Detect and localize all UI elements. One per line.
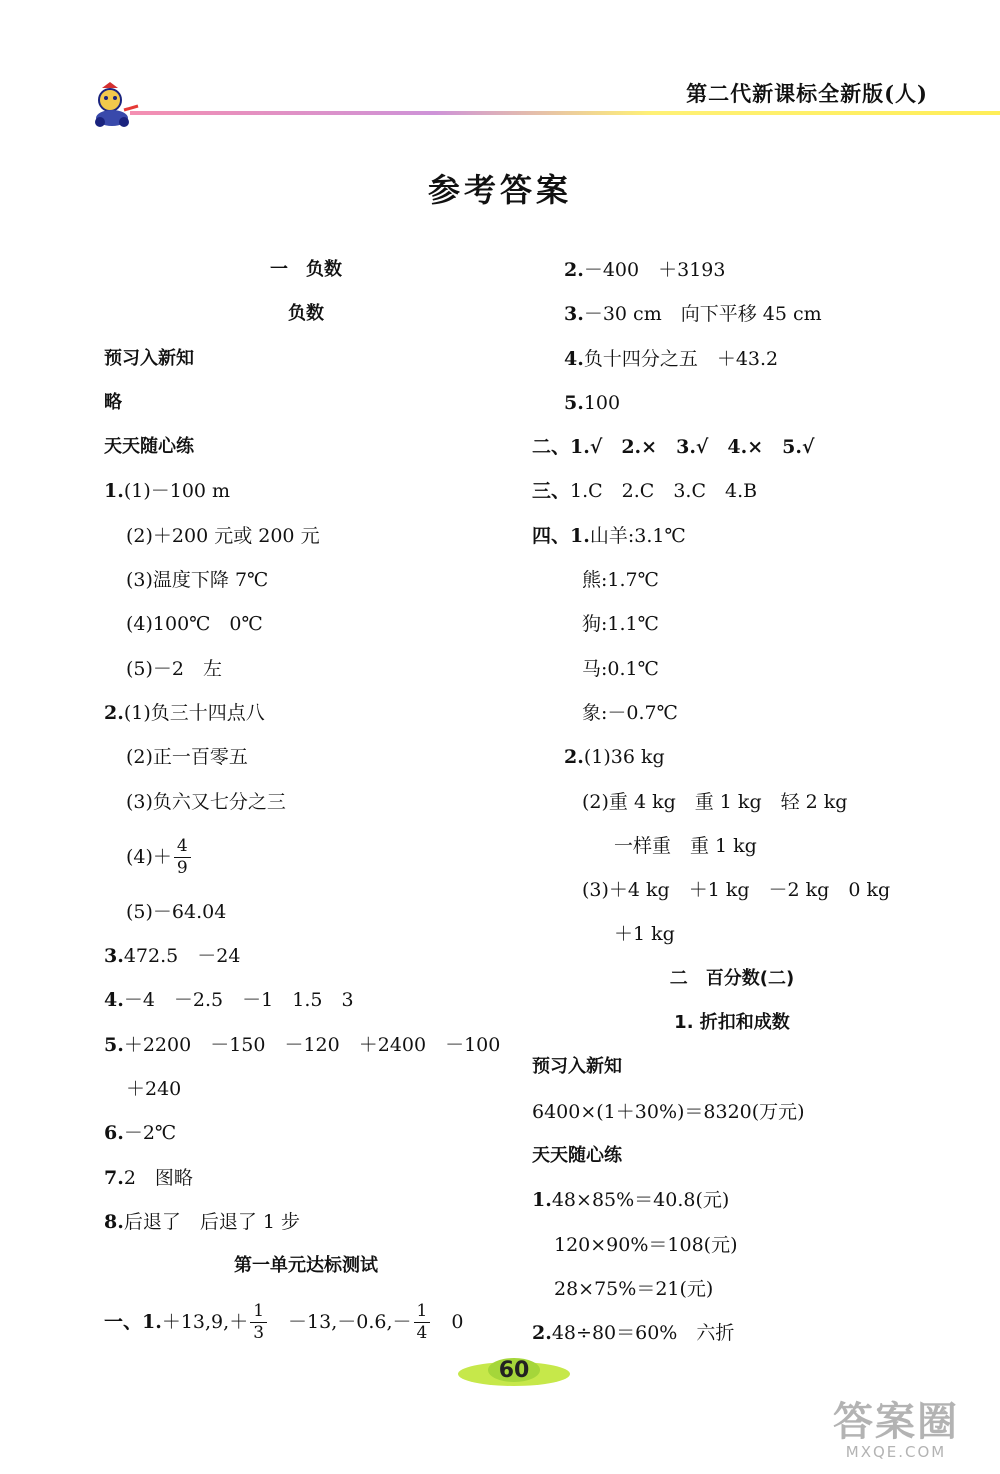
daily-label: 天天随心练 [104,436,194,458]
answer-item: 三、1.C 2.C 3.C 4.B [532,480,758,503]
page-header [0,0,1000,140]
answer-item: 5.＋2200 －150 －120 ＋2400 －100 [104,1033,501,1056]
answer-item: (4)＋ $\frac{4}{9}$ [104,824,508,890]
answer-item: 4.－4 －2.5 －1 1.5 3 [104,989,354,1012]
answer-item: 28×75%＝21(元) [554,1277,714,1300]
lesson-heading: 1. 折扣和成数 [674,1012,790,1034]
answer-item: 一样重 重 1 kg [614,834,757,857]
watermark [806,1390,986,1461]
lesson-heading: 负数 [288,303,324,325]
answer-item: 3.472.5 －24 [104,945,241,968]
page-number: 60 [498,1358,530,1383]
answer-item: ＋240 [126,1078,182,1101]
daily-label: 天天随心练 [532,1144,622,1166]
answer-item: (3)负六又七分之三 [126,790,286,813]
test-heading: 第一单元达标测试 [234,1255,378,1277]
answer-item: 2.－400 ＋3193 [564,259,726,281]
answer-item: (2)重 4 kg 重 1 kg 轻 2 kg [582,790,848,813]
answer-item: 一、1.＋13,9,＋ $\frac{1}{3}$ －13,－0.6,－ $\frac{1}{4}$ 0 [104,1301,464,1344]
watermark-logo: 答案圈 [833,1399,959,1445]
answer-item: 4.负十四分之五 ＋43.2 [564,347,779,370]
answer-item: (4)100℃ 0℃ [126,613,263,636]
answer-item: ＋1 kg [614,923,675,946]
answer-item: 2.48÷80＝60% 六折 [532,1322,735,1345]
answer-item: 7.2 图略 [104,1166,193,1189]
page-number-badge [458,1356,570,1386]
answer-item: 熊:1.7℃ [582,569,659,592]
answer-item: (5)－64.04 [126,900,227,923]
answer-item: 6.－2℃ [104,1122,177,1145]
page-title: 参考答案 [427,171,572,209]
answer-item: 5.100 [564,391,621,414]
answer-item: 2.(1)负三十四点八 [104,701,265,724]
answer-item: (3)＋4 kg ＋1 kg －2 kg 0 kg [582,879,891,902]
answer-item: 马:0.1℃ [582,657,659,680]
answer-item: 2.(1)36 kg [564,746,665,769]
series-title: 第二代新课标全新版(人) [686,81,928,106]
preview-answer: 略 [104,391,122,413]
answer-item: 120×90%＝108(元) [554,1233,738,1256]
preview-label: 预习入新知 [104,347,194,369]
answer-item: 1.(1)－100 m [104,480,231,503]
answer-item: 象:－0.7℃ [582,701,678,724]
answer-item: (3)温度下降 7℃ [126,569,269,592]
fraction: $\frac{1}{4}$ [414,1303,431,1342]
unit-heading: 一 负数 [270,259,342,280]
preview-label: 预习入新知 [532,1056,622,1078]
answer-item: 二、1.√ 2.× 3.√ 4.× 5.√ [532,436,815,459]
unit-heading: 二 百分数(二) [669,967,795,989]
answer-item: 1.48×85%＝40.8(元) [532,1189,730,1212]
answer-item: 四、1.山羊:3.1℃ [532,524,686,547]
answer-item: (2)正一百零五 [126,746,248,769]
answer-item: 狗:1.1℃ [582,613,659,636]
fraction: $\frac{1}{3}$ [250,1303,267,1342]
answer-item: (5)－2 左 [126,657,223,680]
fraction: $\frac{4}{9}$ [174,838,191,877]
preview-answer: 6400×(1＋30%)＝8320(万元) [532,1100,805,1123]
answer-item: 8.后退了 后退了 1 步 [104,1210,301,1233]
left-column [104,248,508,1355]
watermark-url: MXQE.COM [845,1443,947,1461]
right-column [532,248,932,1355]
cartoon-logo-icon [88,80,140,130]
answer-item: (2)＋200 元或 200 元 [126,524,320,547]
header-rule [130,110,1000,116]
answer-item: 3.－30 cm 向下平移 45 cm [564,303,822,326]
